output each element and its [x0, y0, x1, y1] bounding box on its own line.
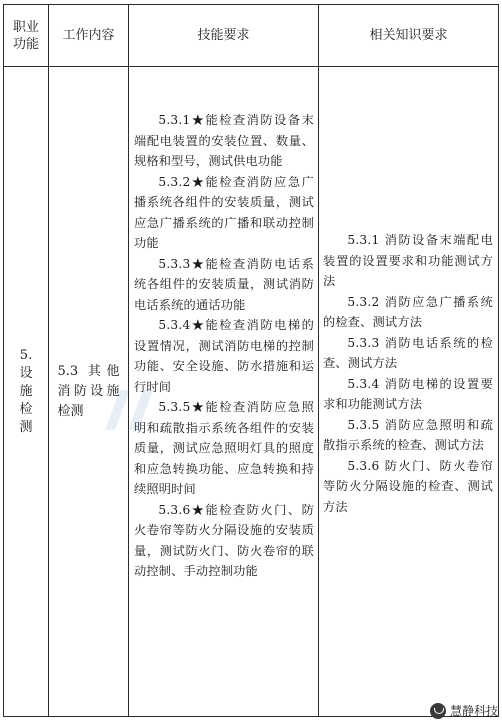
- knowledge-item: 5.3.1 消防设备末端配电装置的设置要求和功能测试方法: [323, 233, 493, 288]
- header-content: [49, 5, 128, 66]
- col-divider-3: [318, 4, 319, 717]
- row-function-cell: [4, 67, 48, 716]
- knowledge-item: 5.3.2 消防应急广播系统的检查、测试方法: [323, 294, 493, 329]
- row-function-text: 5. 设施检测: [19, 347, 33, 435]
- header-function-text: 职业功能: [12, 19, 39, 52]
- header-knowledge: [319, 5, 498, 66]
- skill-item: 5.3.6★能检查防火门、防火卷帘等防火分隔设施的安装质量，测试防火门、防火卷帘的联动控制、手动控制功能: [134, 502, 314, 578]
- knowledge-item: 5.3.4 消防电梯的设置要求和功能测试方法: [323, 376, 493, 411]
- knowledge-item: 5.3.3 消防电话系统的检查、测试方法: [323, 335, 493, 370]
- skill-item: 5.3.2★能检查消防应急广播系统各组件的安装质量，测试应急广播系统的广播和联动控制功能: [134, 174, 314, 250]
- footer-badge: [430, 702, 498, 719]
- skill-item: 5.3.4★能检查消防电梯的设置情况，测试消防电梯的控制功能、安全设施、防水措施和运行时间: [134, 318, 314, 394]
- header-skills: [129, 5, 318, 66]
- table-right-border: [498, 4, 499, 717]
- knowledge-list: [323, 230, 493, 517]
- skills-list: [134, 110, 314, 582]
- watermark-logo-icon: [100, 380, 170, 440]
- footer-badge-text: 慧静科技: [449, 704, 498, 718]
- skill-item: 5.3.3★能检查消防电话系统各组件的安装质量，测试消防电话系统的通话功能: [134, 256, 314, 312]
- col-divider-2: [128, 4, 129, 717]
- table-bottom-border: [3, 716, 499, 717]
- header-content-text: 工作内容: [62, 28, 115, 43]
- knowledge-item: 5.3.6 防火门、防火卷帘等防火分隔设施的检查、测试方法: [323, 458, 493, 514]
- header-function: [4, 5, 48, 66]
- skill-item: 5.3.5★能检查消防应急照明和疏散指示系统各组件的安装质量，测试应急照明灯具的照度和应急转换功能、应急转换和持续照明时间: [134, 400, 314, 496]
- skill-item: 5.3.1★能检查消防设备末端配电装置的安装位置、数量、规格和型号，测试供电功能: [134, 113, 314, 168]
- knowledge-item: 5.3.5 消防应急照明和疏散指示系统的检查、测试方法: [323, 417, 493, 452]
- header-knowledge-text: 相关知识要求: [369, 28, 448, 43]
- row-content-text: 5.3 其他消防设施检测: [57, 363, 120, 419]
- wechat-icon: [430, 703, 446, 719]
- header-skills-text: 技能要求: [197, 28, 250, 43]
